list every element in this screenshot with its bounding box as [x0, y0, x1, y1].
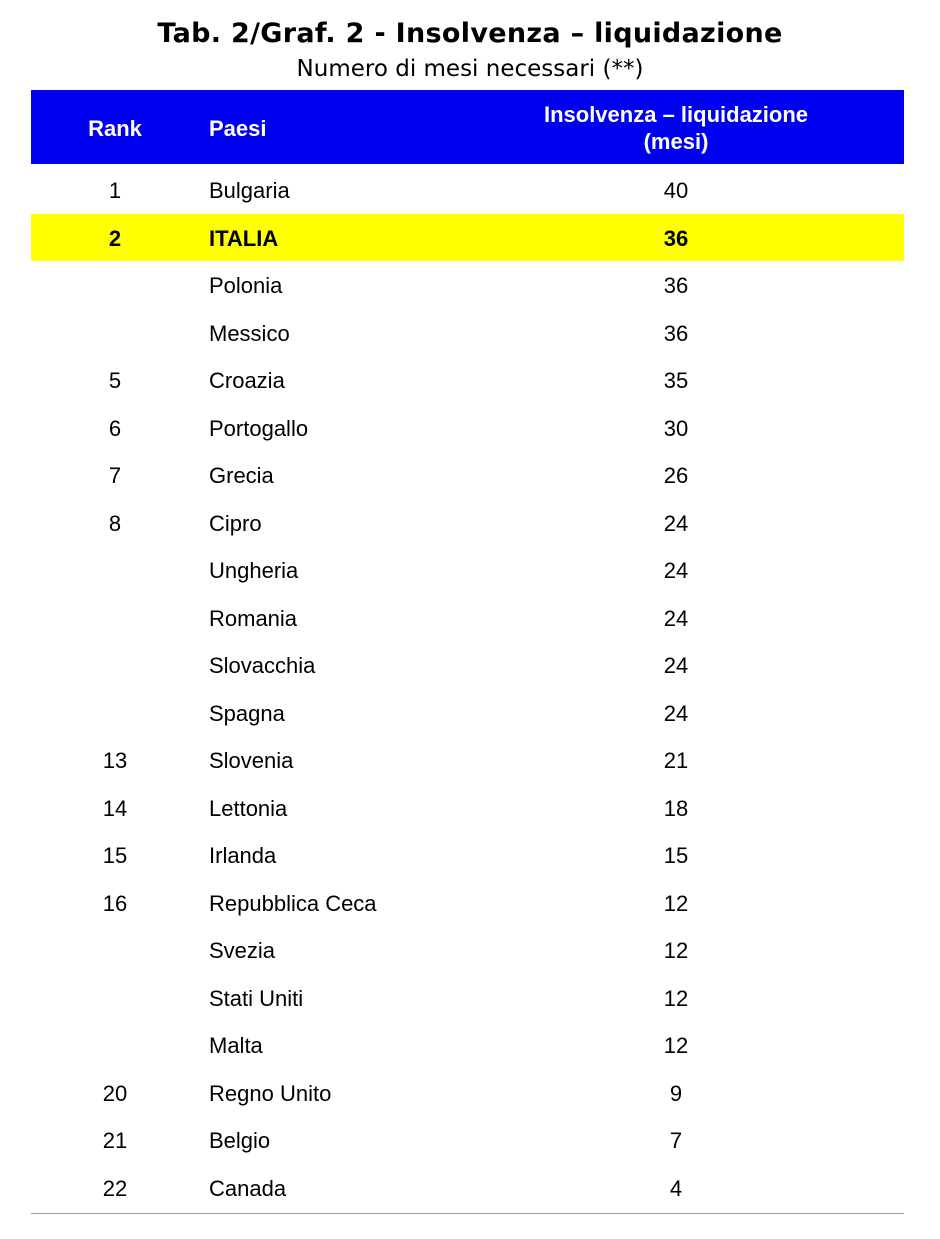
- table-row: [31, 831, 904, 879]
- value-cell: 18: [663, 795, 689, 821]
- table-row-highlighted: [31, 214, 904, 262]
- value-cell: 30: [663, 415, 689, 441]
- rank-cell: 8: [108, 510, 122, 536]
- rank-cell: 15: [102, 843, 128, 868]
- table-header: [31, 90, 904, 164]
- header-value-line2: (mesi): [643, 129, 709, 154]
- country-cell: Repubblica Ceca: [209, 890, 377, 916]
- value-cell: 24: [663, 653, 689, 678]
- country-cell: Slovacchia: [209, 653, 316, 678]
- country-cell: Belgio: [209, 1128, 271, 1153]
- table-row: [31, 594, 904, 642]
- header-country: Paesi: [209, 116, 267, 141]
- country-cell: Canada: [209, 1175, 287, 1201]
- value-cell: 24: [663, 510, 689, 536]
- value-cell: 36: [663, 320, 689, 346]
- country-cell: Svezia: [209, 938, 276, 963]
- country-cell: Stati Uniti: [209, 985, 304, 1011]
- value-cell: 24: [663, 605, 689, 631]
- table-row: [31, 1069, 904, 1117]
- rank-cell: 1: [108, 178, 122, 203]
- value-cell: 36: [663, 225, 689, 251]
- table-row: [31, 1021, 904, 1069]
- table-row: [31, 356, 904, 404]
- country-cell: Irlanda: [209, 843, 277, 868]
- country-cell: Malta: [209, 1033, 263, 1058]
- value-cell: 9: [669, 1080, 683, 1106]
- table-row: [31, 404, 904, 452]
- rank-cell: 16: [102, 890, 128, 916]
- value-cell: 12: [663, 1033, 689, 1058]
- table-row: [31, 641, 904, 689]
- value-cell: 15: [663, 843, 689, 868]
- value-cell: 12: [663, 938, 689, 963]
- table-body: [31, 166, 904, 1211]
- value-cell: 26: [663, 463, 689, 488]
- table-row: [31, 499, 904, 547]
- value-cell: 12: [663, 985, 689, 1011]
- table-row: [31, 974, 904, 1022]
- country-cell: Portogallo: [209, 415, 309, 441]
- country-cell: ITALIA: [209, 225, 279, 251]
- table-row: [31, 689, 904, 737]
- value-cell: 24: [663, 558, 689, 583]
- table-row: [31, 166, 904, 214]
- table-row: [31, 1116, 904, 1164]
- country-cell: Slovenia: [209, 748, 294, 773]
- header-rank: Rank: [88, 116, 142, 141]
- country-cell: Regno Unito: [209, 1080, 332, 1106]
- table-subtitle: Numero di mesi necessari (**): [296, 56, 644, 82]
- value-cell: 7: [669, 1128, 683, 1153]
- table-row: [31, 784, 904, 832]
- rank-cell: 20: [102, 1080, 128, 1106]
- country-cell: Cipro: [209, 510, 262, 536]
- country-cell: Polonia: [209, 273, 283, 298]
- table-title: Tab. 2/Graf. 2 - Insolvenza – liquidazione: [157, 18, 783, 49]
- rank-cell: 21: [102, 1128, 128, 1153]
- rank-cell: 5: [108, 368, 122, 393]
- value-cell: 12: [663, 890, 689, 916]
- value-cell: 40: [663, 178, 689, 203]
- table-row: [31, 546, 904, 594]
- value-cell: 21: [663, 748, 689, 773]
- country-cell: Spagna: [209, 700, 285, 726]
- rank-cell: 22: [102, 1175, 128, 1201]
- value-cell: 24: [663, 700, 689, 726]
- rank-cell: 13: [102, 748, 128, 773]
- table-row: [31, 736, 904, 784]
- country-cell: Ungheria: [209, 558, 299, 583]
- value-cell: 36: [663, 273, 689, 298]
- header-value-line1: Insolvenza – liquidazione: [543, 102, 809, 127]
- country-cell: Lettonia: [209, 795, 288, 821]
- table-row: [31, 879, 904, 927]
- rank-cell: 6: [108, 415, 122, 441]
- country-cell: Croazia: [209, 368, 285, 393]
- value-cell: 35: [663, 368, 689, 393]
- country-cell: Grecia: [209, 463, 274, 488]
- bottom-divider: [31, 1213, 904, 1214]
- header-value: [491, 101, 861, 155]
- country-cell: Messico: [209, 320, 290, 346]
- country-cell: Bulgaria: [209, 178, 290, 203]
- value-cell: 4: [669, 1175, 683, 1201]
- country-cell: Romania: [209, 605, 298, 631]
- rank-cell: 2: [108, 225, 122, 251]
- rank-cell: 14: [102, 795, 128, 821]
- table-row: [31, 309, 904, 357]
- table-row: [31, 451, 904, 499]
- table-row: [31, 1164, 904, 1212]
- rank-cell: 7: [108, 463, 122, 488]
- table-row: [31, 926, 904, 974]
- table-row: [31, 261, 904, 309]
